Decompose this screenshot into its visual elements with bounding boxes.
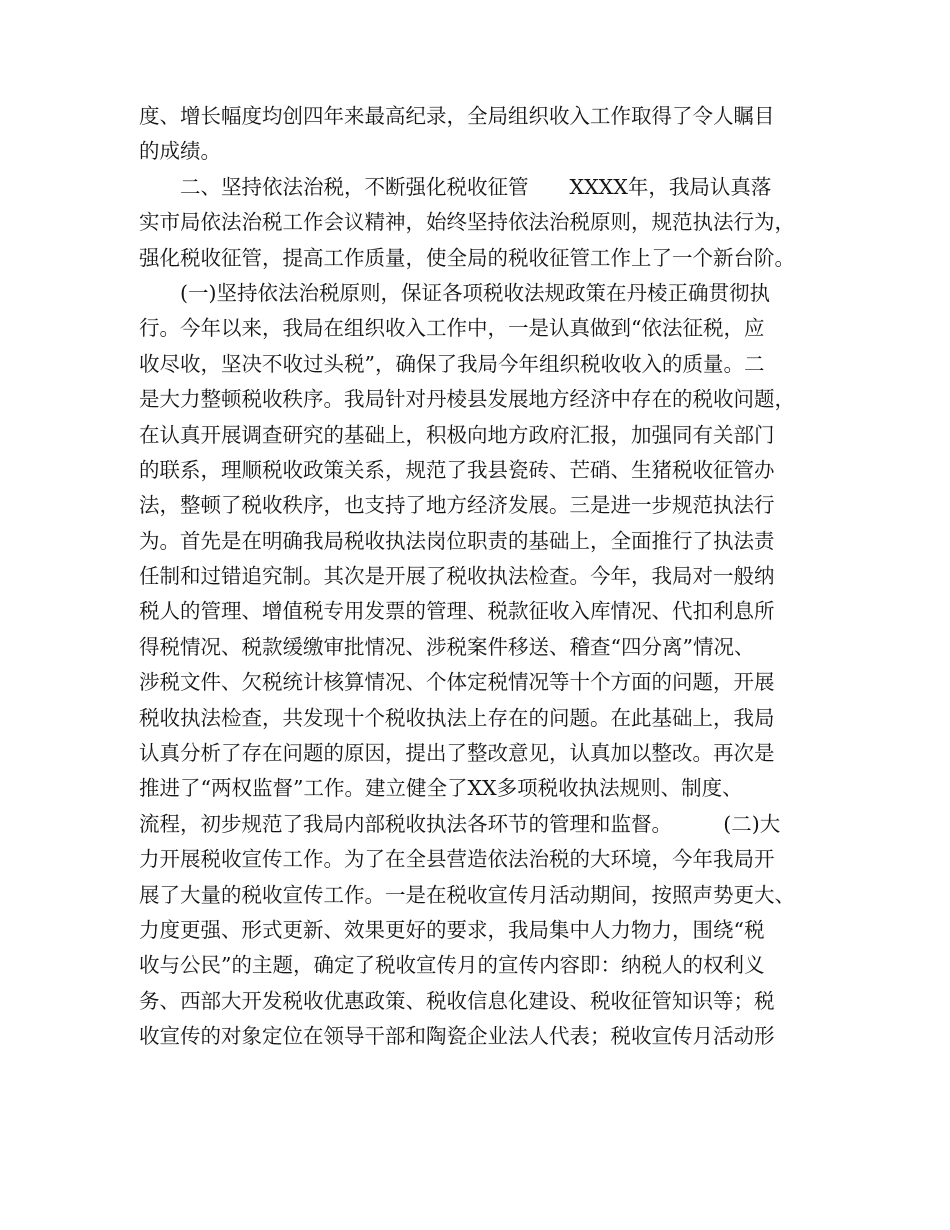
text-line: 涉税文件、欠税统计核算情况、个体定税情况等十个方面的问题，开展 xyxy=(139,670,775,695)
text-line: (一)坚持依法治税原则，保证各项税收法规政策在丹棱正确贯彻执 xyxy=(139,280,770,305)
text-line: 展了大量的税收宣传工作。一是在税收宣传月活动期间，按照声势更大、 xyxy=(139,882,795,907)
text-line: 法，整顿了税收秩序，也支持了地方经济发展。三是进一步规范执法行 xyxy=(139,493,775,518)
text-line: 收宣传的对象定位在领导干部和陶瓷企业法人代表；税收宣传月活动形 xyxy=(139,1024,775,1049)
text-line: 收与公民”的主题，确定了税收宣传月的宣传内容即：纳税人的权利义 xyxy=(139,953,765,978)
text-line: 推进了“两权监督”工作。建立健全了XX多项税收执法规则、制度、 xyxy=(139,776,743,801)
text-line: 度、增长幅度均创四年来最高纪录，全局组织收入工作取得了令人瞩目 xyxy=(139,104,775,128)
text-line: 是大力整顿税收秩序。我局针对丹棱县发展地方经济中存在的税收问题， xyxy=(139,387,795,412)
text-line: 行。今年以来，我局在组织收入工作中，一是认真做到“依法征税，应 xyxy=(139,316,765,341)
text-line: 二、坚持依法治税，不断强化税收征管 XXXX年，我局认真落 xyxy=(139,174,772,199)
text-line: 认真分析了存在问题的原因，提出了整改意见，认真加以整改。再次是 xyxy=(139,741,775,766)
text-line: 为。首先是在明确我局税收执法岗位职责的基础上，全面推行了执法责 xyxy=(139,528,775,553)
text-line: 强化税收征管，提高工作质量，使全局的税收征管工作上了一个新台阶。 xyxy=(139,245,795,270)
text-line: 务、西部大开发税收优惠政策、税收信息化建设、税收征管知识等；税 xyxy=(139,988,775,1013)
text-line: 收尽收，坚决不收过头税”，确保了我局今年组织税收收入的质量。二 xyxy=(139,351,765,376)
text-line: 实市局依法治税工作会议精神，始终坚持依法治税原则，规范执法行为， xyxy=(139,210,795,235)
text-line: 税人的管理、增值税专用发票的管理、税款征收入库情况、代扣利息所 xyxy=(139,599,775,624)
text-line: 流程，初步规范了我局内部税收执法各环节的管理和监督。 (二)大 xyxy=(139,811,781,836)
text-line: 的成绩。 xyxy=(139,139,221,164)
text-line: 的联系，理顺税收政策关系，规范了我县瓷砖、芒硝、生猪税收征管办 xyxy=(139,457,775,482)
text-line: 税收执法检查，共发现十个税收执法上存在的问题。在此基础上，我局 xyxy=(139,705,775,730)
text-line: 在认真开展调查研究的基础上，积极向地方政府汇报，加强同有关部门 xyxy=(139,422,775,447)
text-line: 力开展税收宣传工作。为了在全县营造依法治税的大环境，今年我局开 xyxy=(139,847,775,872)
text-line: 力度更强、形式更新、效果更好的要求，我局集中人力物力，围绕“税 xyxy=(139,917,765,942)
text-line: 得税情况、税款缓缴审批情况、涉税案件移送、稽查“四分离”情况、 xyxy=(139,634,755,659)
text-line: 任制和过错追究制。其次是开展了税收执法检查。今年，我局对一般纳 xyxy=(139,564,775,589)
body-text xyxy=(139,99,829,1055)
